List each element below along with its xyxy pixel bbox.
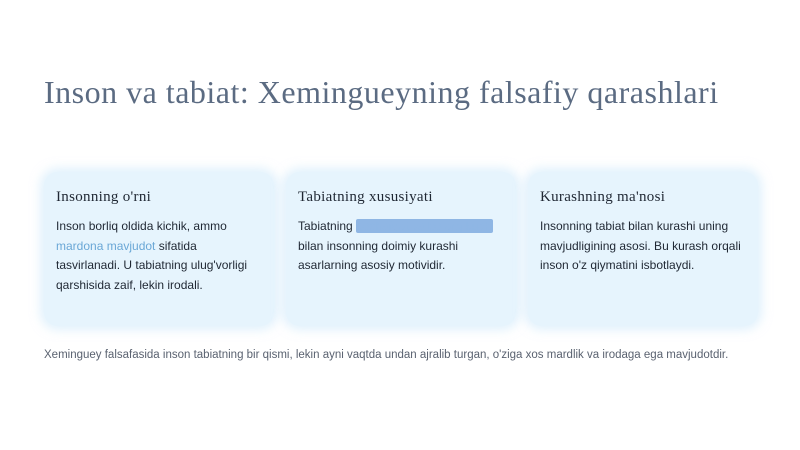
- card-text-part: bilan insonning doimiy kurashi asarlarning asosiy motividir.: [298, 238, 459, 272]
- card-text: Insonning tabiat bilan kurashi uning mavjudligining asosi. Bu kurash orqali inson o'z qiymatini isbotlaydi.: [540, 219, 741, 272]
- card-kurashning-manosi: [528, 172, 758, 326]
- slide-title: Inson va tabiat: Xemingueyning falsafiy qarashlari: [44, 74, 719, 110]
- card-heading: Insonning o'rni: [56, 189, 152, 205]
- card-insonning-orni: [44, 172, 274, 326]
- card-text: [56, 217, 262, 295]
- card-heading: Kurashning ma'nosi: [540, 189, 666, 205]
- card-tabiatning-xususiyati: [286, 172, 516, 326]
- card-heading: Tabiatning xususiyati: [298, 189, 433, 205]
- footer-text: Xeminguey falsafasida inson tabiatning bir qismi, lekin ayni vaqtda undan ajralib turgan, o'ziga xos mardlik va irodaga ega mavjudotdir.: [44, 349, 729, 361]
- card-text-part: sifatida tasvirlanadi. U tabiatning ulug'vorligi qarshisida zaif, lekin irodali.: [56, 238, 248, 292]
- card-text-part: Inson borliq oldida kichik, ammo: [56, 219, 227, 233]
- card-text-part: Tabiatning: [298, 219, 357, 233]
- highlighted-phrase: mardona mavjudot: [56, 238, 156, 253]
- selected-phrase[interactable]: beshafqat va befarq kuchi: [356, 219, 494, 233]
- card-text: [298, 217, 504, 276]
